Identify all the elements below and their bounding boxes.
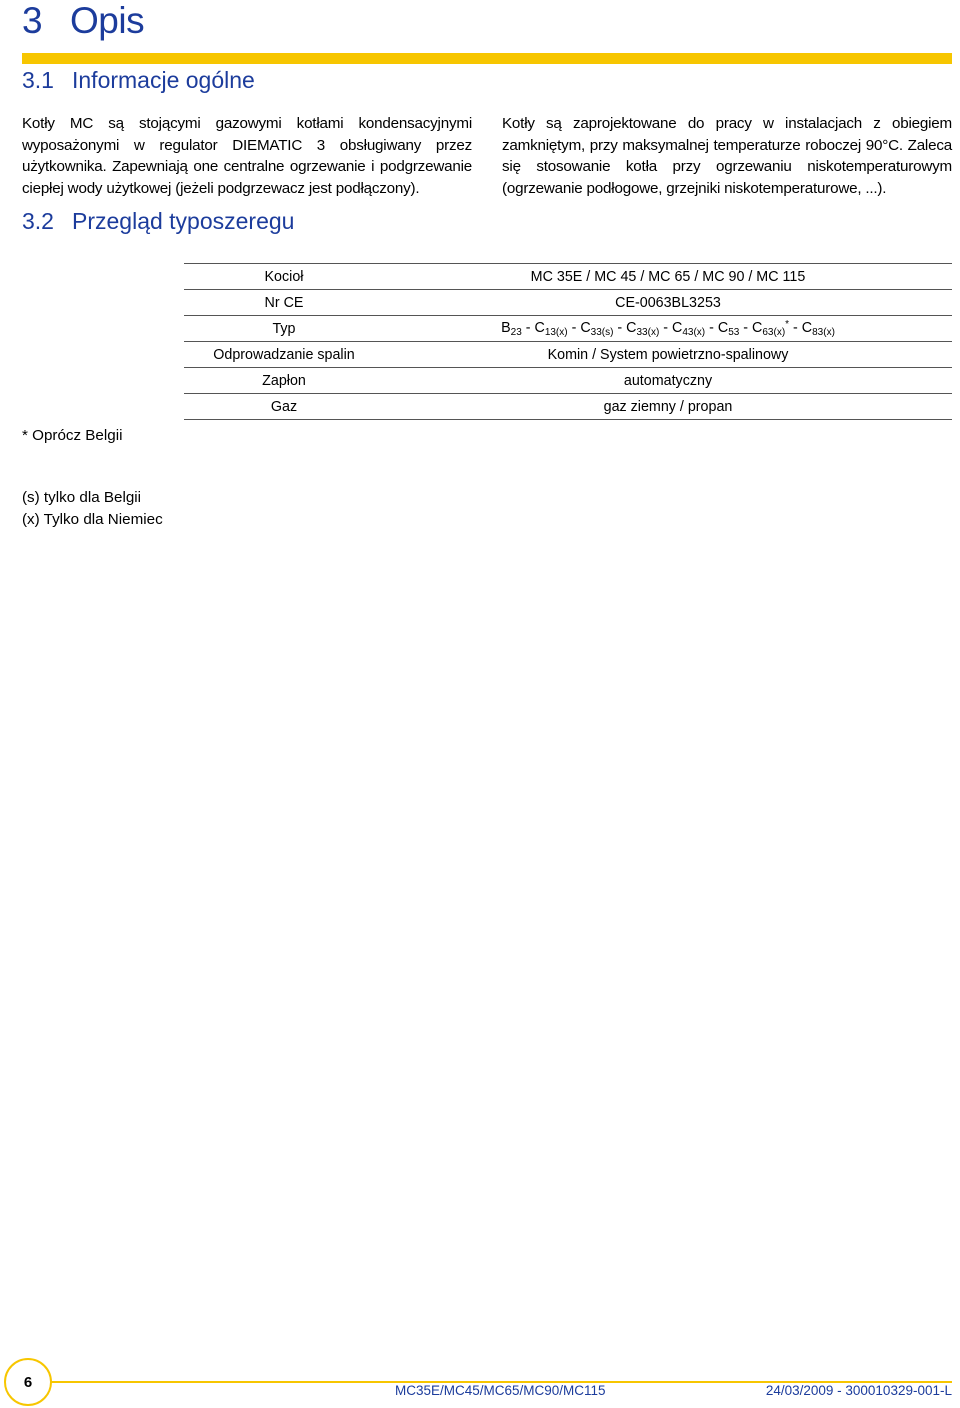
subsection-title-text: Informacje ogólne bbox=[72, 67, 255, 93]
subsection-title-general bbox=[22, 67, 255, 94]
row-label: Zapłon bbox=[184, 368, 384, 394]
footer-doc-id: 24/03/2009 - 300010329-001-L bbox=[765, 1383, 952, 1398]
page-number-badge bbox=[4, 1358, 52, 1406]
row-value: gaz ziemny / propan bbox=[384, 394, 952, 420]
type-code-subscript: 23 bbox=[510, 327, 522, 338]
type-separator: - bbox=[613, 320, 627, 336]
type-code-subscript: 43(x) bbox=[682, 327, 706, 338]
general-info-paragraph-right: Kotły są zaprojektowane do pracy w instalacjach z obiegiem zamkniętym, przy maksymalnej temperaturze roboczej 90°C. Zaleca się stosowanie kotła przy ogrzewaniu niskotemperaturowym (ogrzewanie podłogowe, grzejniki niskotemperaturowe, ...). bbox=[502, 115, 952, 197]
type-code-subscript: 33(s) bbox=[590, 327, 614, 338]
type-separator: - bbox=[789, 320, 802, 336]
table-row bbox=[22, 368, 952, 394]
row-label: Gaz bbox=[184, 394, 384, 420]
table-row bbox=[22, 316, 952, 342]
type-code: C bbox=[752, 320, 763, 336]
model-overview-table bbox=[22, 263, 952, 420]
type-code: C bbox=[580, 320, 591, 336]
type-code: C bbox=[626, 320, 637, 336]
footer-model: MC35E/MC45/MC65/MC90/MC115 bbox=[395, 1383, 606, 1398]
type-separator: - bbox=[705, 320, 718, 336]
type-code: C bbox=[672, 320, 683, 336]
row-label: Odprowadzanie spalin bbox=[184, 342, 384, 368]
row-label: Nr CE bbox=[184, 290, 384, 316]
general-info-paragraph-left: Kotły MC są stojącymi gazowymi kotłami kondensacyjnymi wyposażonymi w regulator DIEMATIC 3 obsługiwany przez użytkownika. Zapewniają one centralne ogrzewanie i podgrzewanie ciepłej wody użytkowej (jeżeli podgrzewacz jest podłączony). bbox=[22, 115, 472, 197]
subsection-title-text: Przegląd typoszeregu bbox=[72, 208, 295, 234]
type-code: C bbox=[534, 320, 545, 336]
section-title-text: Opis bbox=[70, 0, 145, 41]
type-code: C bbox=[717, 320, 729, 336]
row-value: CE-0063BL3253 bbox=[384, 290, 952, 316]
type-code-subscript: 63(x) bbox=[762, 327, 786, 338]
row-value-type bbox=[384, 316, 952, 342]
type-separator: - bbox=[659, 320, 673, 336]
subsection-title-overview bbox=[22, 208, 294, 235]
table-row bbox=[22, 264, 952, 290]
subsection-number: 3.2 bbox=[22, 208, 54, 234]
type-separator: - bbox=[521, 320, 535, 336]
type-code: C bbox=[801, 320, 813, 336]
type-code-footnote-mark: * bbox=[785, 319, 790, 330]
type-code-subscript: 33(x) bbox=[636, 327, 660, 338]
footnote-s: (s) tylko dla Belgii bbox=[22, 489, 142, 506]
page-number: 6 bbox=[23, 1373, 33, 1391]
type-separator: - bbox=[739, 320, 753, 336]
type-code-subscript: 53 bbox=[728, 327, 740, 338]
table-row bbox=[22, 342, 952, 368]
subsection-number: 3.1 bbox=[22, 67, 54, 93]
table-row bbox=[22, 290, 952, 316]
header-rule bbox=[22, 53, 952, 64]
type-code-subscript: 83(x) bbox=[812, 327, 835, 338]
footnote-asterisk: * Oprócz Belgii bbox=[22, 427, 123, 444]
row-label: Typ bbox=[184, 316, 384, 342]
row-value: Komin / System powietrzno-spalinowy bbox=[384, 342, 952, 368]
type-separator: - bbox=[567, 320, 581, 336]
row-value: MC 35E / MC 45 / MC 65 / MC 90 / MC 115 bbox=[384, 264, 952, 290]
type-code: B bbox=[501, 320, 511, 336]
section-title bbox=[22, 0, 144, 42]
row-label: Kocioł bbox=[184, 264, 384, 290]
footnote-x: (x) Tylko dla Niemiec bbox=[22, 511, 163, 528]
row-value: automatyczny bbox=[384, 368, 952, 394]
section-number: 3 bbox=[22, 0, 43, 41]
type-code-subscript: 13(x) bbox=[544, 327, 568, 338]
table-row bbox=[22, 394, 952, 420]
